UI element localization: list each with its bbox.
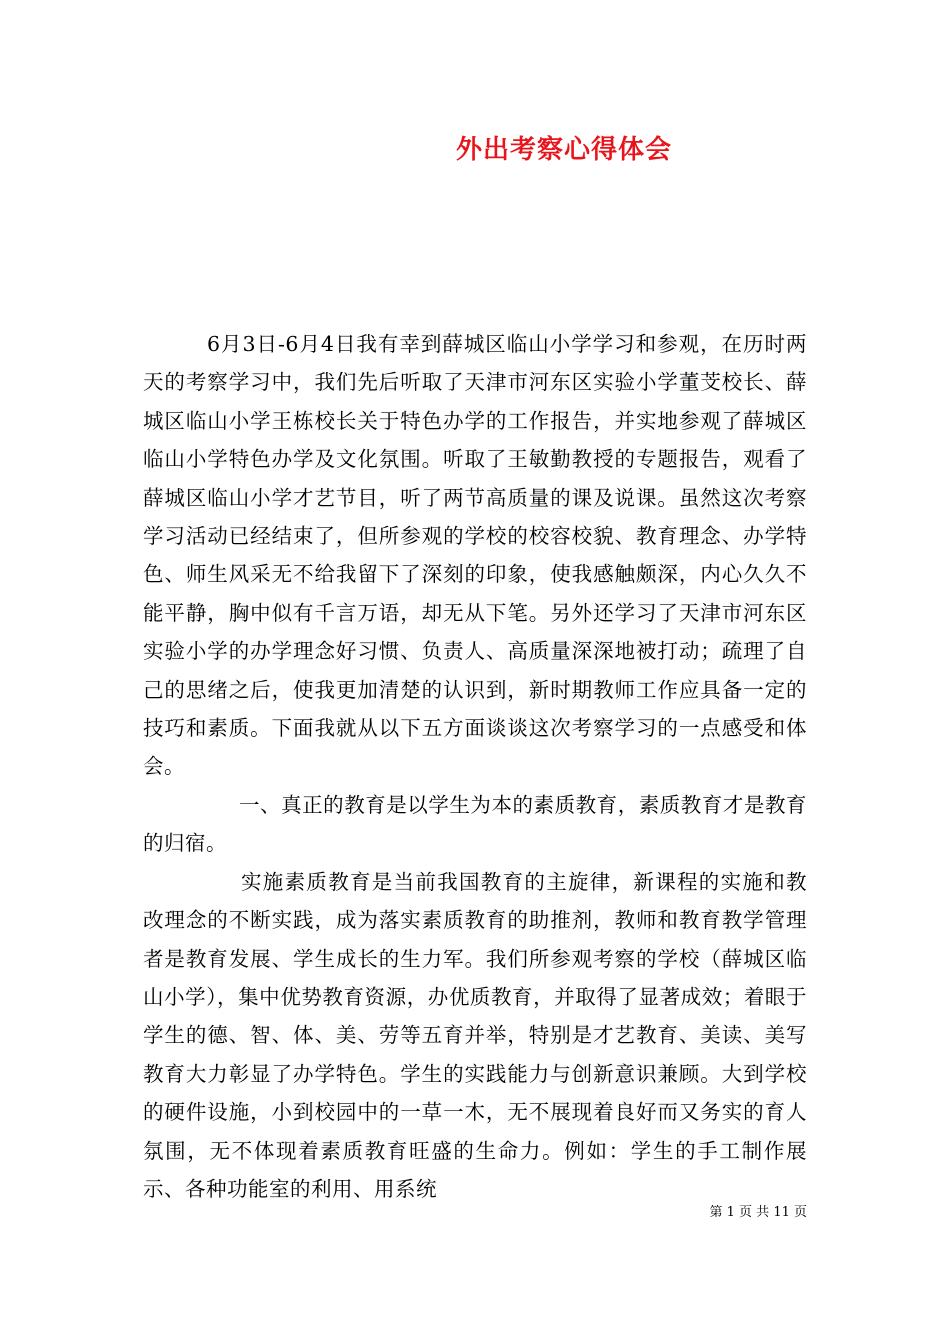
document-title: 外出考察心得体会 [455, 135, 672, 165]
page-number: 第 1 页 共 11 页 [709, 1205, 807, 1220]
paragraph-intro: 6月3日-6月4日我有幸到薛城区临山小学学习和参观，在历时两天的考察学习中，我们先后听取了天津市河东区实验小学董芠校长、薛城区临山小学王栋校长关于特色办学的工作报告，并实地参观了薛城区临山小学特色办学及文化氛围。听取了王敏勤教授的专题报告，观看了薛城区临山小学才艺节目，听了两节高质量的课及说课。虽然这次考察学习活动已经结束了，但所参观的学校的校容校貌、教育理念、办学特色、师生风采无不给我留下了深刻的印象，使我感触颇深，内心久久不能平静，胸中似有千言万语，却无从下笔。另外还学习了天津市河东区实验小学的办学理念好习惯、负责人、高质量深深地被打动；疏理了自己的思绪之后，使我更加清楚的认识到，新时期教师工作应具备一定的技巧和素质。下面我就从以下五方面谈谈这次考察学习的一点感受和体会。 [143, 332, 807, 779]
paragraph-quality-education: 实施素质教育是当前我国教育的主旋律，新课程的实施和教改理念的不断实践，成为落实素质教育的助推剂，教师和教育教学管理者是教育发展、学生成长的生力军。我们所参观考察的学校（薛城区临山小学），集中优势教育资源，办优质教育，并取得了显著成效；着眼于学生的德、智、体、美、劳等五育并举，特别是才艺教育、美读、美写教育大力彰显了办学特色。学生的实践能力与创新意识兼顾。大到学校的硬件设施，小到校园中的一草一木，无不展现着良好而又务实的育人氛围，无不体现着素质教育旺盛的生命力。例如：学生的手工制作展示、各种功能室的利用、用系统 [143, 869, 807, 1201]
paragraph-heading-one: 一、真正的教育是以学生为本的素质教育，素质教育才是教育的归宿。 [143, 792, 807, 856]
document-body [143, 325, 807, 1208]
